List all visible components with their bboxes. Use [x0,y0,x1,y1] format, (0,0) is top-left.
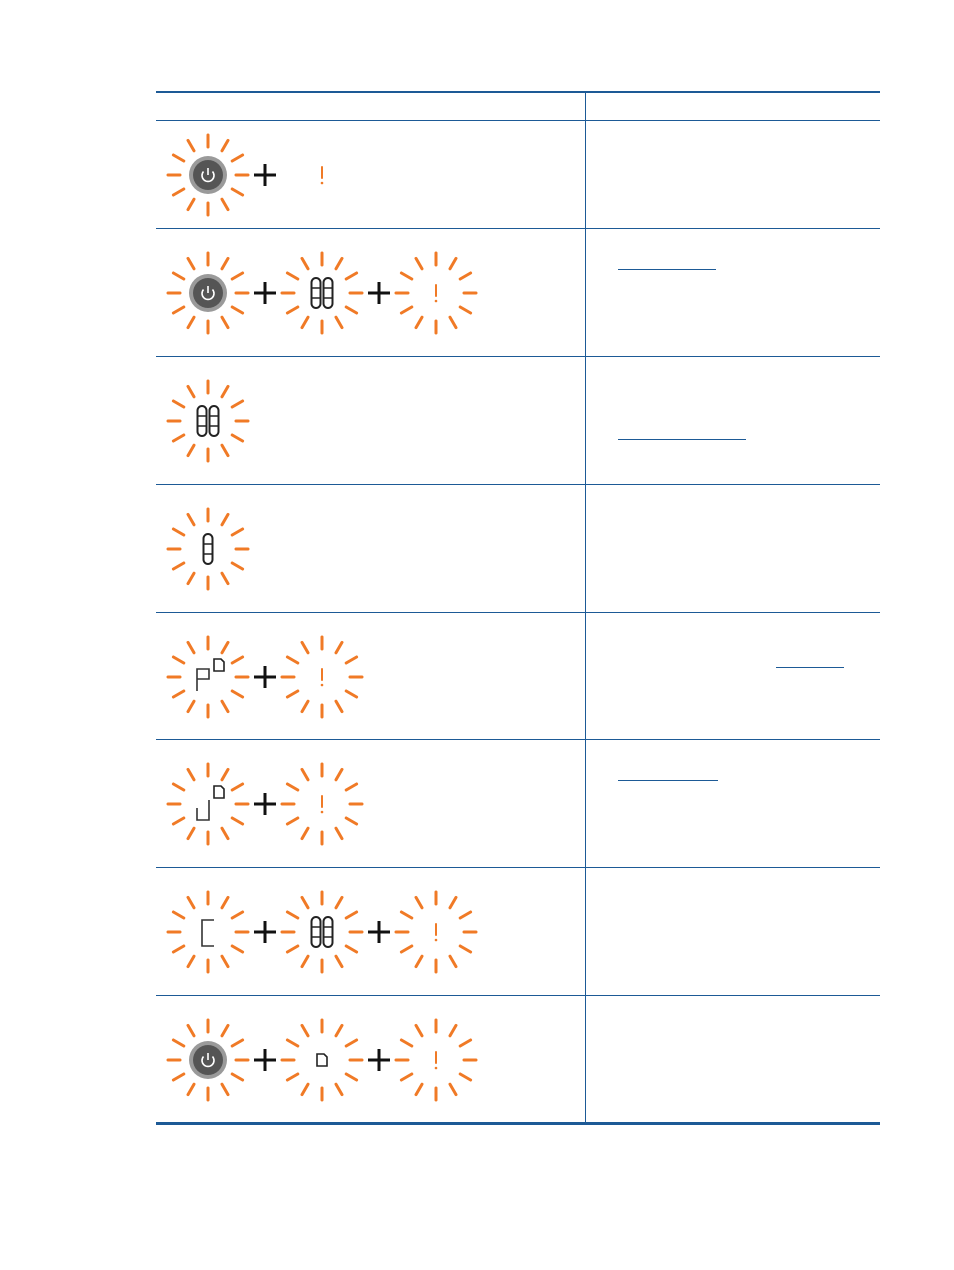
alert-blinking-icon [396,1020,476,1100]
plus-icon [254,282,276,304]
ink-cartridges-blinking-icon [282,253,362,333]
plus-icon [368,282,390,304]
plus-icon [254,921,276,943]
alert-blinking-icon [282,764,362,844]
table-row-8 [156,995,880,1123]
row-7-lights [162,868,492,1001]
alert-blinking-icon [396,253,476,333]
row-8-lights-svg [162,996,492,1124]
paper-blinking-icon [282,1020,362,1100]
row-6-link[interactable] [618,780,718,781]
row-1-lights [162,121,492,234]
plus-icon [368,1049,390,1071]
row-2-lights-svg [162,229,492,357]
plus-icon [254,1049,276,1071]
row-3-link[interactable] [618,439,746,440]
alert-blinking-icon [396,892,476,972]
table-row-1 [156,120,880,228]
table-row-5 [156,612,880,739]
row-4-lights [162,485,492,618]
plus-icon [254,164,276,186]
row-3-lights [162,357,492,490]
power-blinking-icon [168,135,248,215]
table-row-4 [156,484,880,612]
row-6-lights [162,740,492,873]
ink-cartridges-blinking-icon [168,381,248,461]
table-row-6 [156,739,880,867]
copy-count-blinking-icon [168,892,248,972]
row-1-lights-svg [162,121,492,229]
table-bottom-rule [156,1122,880,1125]
row-5-lights [162,613,492,745]
row-3-lights-svg [162,357,492,485]
alert-blinking-icon [282,637,362,717]
row-5-link[interactable] [776,667,844,668]
row-6-lights-svg [162,740,492,868]
power-blinking-icon [168,253,248,333]
paper-jam-blinking-icon [168,764,248,844]
row-7-lights-svg [162,868,492,996]
row-2-link[interactable] [618,269,716,270]
alert-icon [321,167,324,184]
table-row-3 [156,356,880,484]
paper-error-blinking-icon [168,637,248,717]
row-8-lights [162,996,492,1129]
plus-icon [254,666,276,688]
plus-icon [254,793,276,815]
table-body [156,120,880,1123]
row-5-lights-svg [162,613,492,740]
row-2-lights [162,229,492,362]
power-blinking-icon [168,1020,248,1100]
ink-cartridge-blinking-icon [168,509,248,589]
table-row-7 [156,867,880,995]
row-4-lights-svg [162,485,492,613]
table-header-row [156,93,880,120]
plus-icon [368,921,390,943]
table-row-2 [156,228,880,356]
ink-cartridges-blinking-icon [282,892,362,972]
